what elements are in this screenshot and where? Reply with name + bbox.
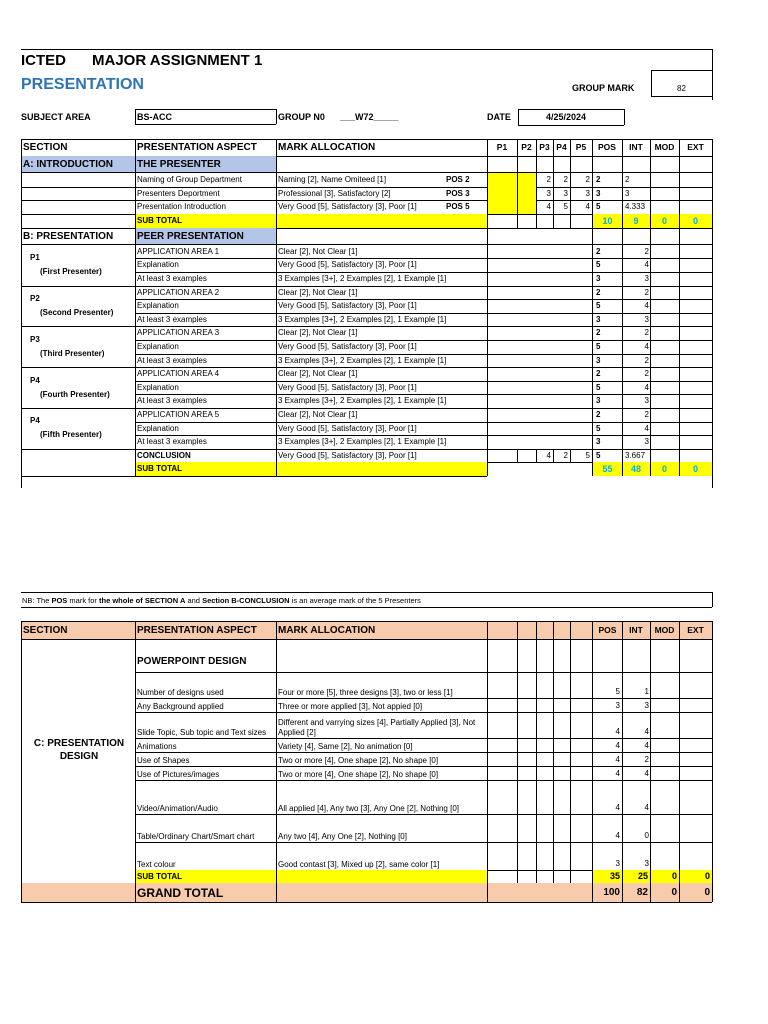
- pos-note: [22, 596, 421, 605]
- table-rule-vertical: [487, 139, 488, 476]
- subtotal-pos: 10: [602, 215, 613, 226]
- pos-mark: 4: [615, 831, 620, 840]
- row-aspect: At least 3 examples: [137, 274, 207, 283]
- header-right-rule: [712, 49, 713, 100]
- table-rule-horizontal: [21, 326, 135, 327]
- table-rule-vertical: [622, 139, 623, 476]
- grand-total-mod: 0: [671, 887, 677, 898]
- presenter-name: (Third Presenter): [40, 348, 105, 358]
- grand-total-ext: 0: [704, 887, 710, 898]
- row-allocation: Good contast [3], Mixed up [2], same color [1]: [278, 860, 440, 869]
- note-text: NB: The: [22, 596, 52, 605]
- table-rule-vertical: [592, 139, 593, 476]
- presenter-mark: 2: [546, 175, 551, 184]
- row-aspect: Explanation: [137, 382, 179, 392]
- int-mark: 4: [644, 423, 649, 433]
- row-aspect: Slide Topic, Sub topic and Text sizes: [137, 728, 267, 737]
- table-rule-vertical: [650, 621, 651, 902]
- table-header-cell: POS: [598, 142, 616, 152]
- presenter-mark: 5: [563, 202, 568, 212]
- table-rule-horizontal: [21, 449, 135, 450]
- presenter-mark: 3: [585, 188, 590, 198]
- group-mark-box: [651, 96, 712, 97]
- int-mark: 3: [644, 314, 649, 324]
- section-c-label: C: PRESENTATION: [33, 738, 125, 749]
- header-top-rule: [21, 49, 712, 50]
- int-mark: 2: [644, 410, 649, 419]
- int-mark: 2: [644, 369, 649, 379]
- int-mark: 4: [644, 727, 649, 736]
- table-rule-vertical: [712, 621, 713, 902]
- row-allocation: Four or more [5], three designs [3], two or less [1]: [278, 688, 453, 697]
- row-allocation: Two or more [4], One shape [2], No shape [0]: [278, 756, 439, 765]
- table-rule-vertical: [679, 139, 680, 476]
- note-text: is an average mark of the 5 Presenters: [289, 596, 421, 605]
- group-no-value[interactable]: ___W72_____: [340, 112, 399, 122]
- table-rule-vertical: [712, 139, 713, 488]
- row-aspect: Explanation: [137, 342, 179, 351]
- row-aspect: Naming of Group Department: [137, 175, 242, 184]
- p1-p2-highlight: [487, 173, 536, 187]
- subject-area-label: SUBJECT AREA: [21, 112, 91, 122]
- row-allocation: Very Good [5], Satisfactory [3], Poor [1]: [278, 301, 417, 311]
- int-mark: 3: [644, 274, 649, 283]
- subtotal-mod: 0: [661, 215, 667, 226]
- presenter-mark: 2: [563, 450, 568, 460]
- grand-total-int: 82: [636, 887, 648, 898]
- row-aspect: APPLICATION AREA 3: [137, 328, 220, 338]
- subtotal-ext: 0: [704, 871, 710, 881]
- row-aspect: At least 3 examples: [137, 355, 207, 365]
- int-mark: 3: [644, 859, 649, 868]
- int-mark: 2: [625, 175, 630, 184]
- row-allocation: 3 Examples [3+], 2 Examples [2], 1 Example [1]: [278, 355, 447, 365]
- pos-tag: POS 2: [446, 175, 470, 184]
- table-header-cell: EXT: [687, 142, 704, 152]
- pos-tag: POS 5: [446, 202, 470, 212]
- int-mark: 0: [644, 831, 649, 840]
- pos-mark: 2: [596, 410, 601, 419]
- presenter-mark: 4: [546, 202, 551, 212]
- row-allocation: 3 Examples [3+], 2 Examples [2], 1 Example [1]: [278, 274, 447, 283]
- group-no-label: GROUP N0: [278, 112, 325, 122]
- table-rule-vertical: [517, 139, 518, 228]
- org-name: ICTED: [21, 52, 66, 69]
- presenter-mark: 4: [585, 202, 590, 212]
- table-header-cell: SECTION: [23, 142, 68, 153]
- table-rule-vertical: [570, 449, 571, 463]
- date-box: [518, 109, 624, 110]
- table-header-cell: SECTION: [23, 625, 68, 636]
- grand-total-label: GRAND TOTAL: [137, 886, 224, 900]
- table-rule-vertical: [536, 139, 537, 228]
- row-allocation: Very Good [5], Satisfactory [3], Poor [1]: [278, 450, 417, 460]
- presenter-name: (Fourth Presenter): [40, 389, 110, 399]
- pos-mark: 2: [596, 369, 601, 379]
- presenter-mark: 3: [563, 188, 568, 198]
- pos-mark: 5: [596, 202, 601, 212]
- note-text: POS: [51, 596, 68, 605]
- table-rule-vertical: [570, 139, 571, 228]
- int-mark: 4: [644, 342, 649, 351]
- table-header-cell: INT: [629, 142, 643, 152]
- pos-mark: 5: [615, 687, 620, 696]
- row-allocation: 3 Examples [3+], 2 Examples [2], 1 Example [1]: [278, 437, 447, 447]
- pos-mark: 3: [596, 274, 601, 283]
- row-allocation: Any two [4], Any One [2], Nothing [0]: [278, 832, 407, 841]
- int-mark: 2: [644, 755, 649, 764]
- row-allocation: Clear [2], Not Clear [1]: [278, 287, 358, 297]
- pos-mark: 3: [596, 188, 601, 198]
- row-aspect: Explanation: [137, 301, 179, 311]
- row-aspect: APPLICATION AREA 4: [137, 369, 220, 379]
- table-rule-vertical: [553, 621, 554, 883]
- presenter-mark: 3: [546, 188, 551, 198]
- row-allocation: Professional [3], Satisfactory [2]: [278, 188, 391, 198]
- presenter-mark: 5: [585, 450, 590, 460]
- subtotal-mod: 0: [671, 871, 677, 881]
- group-mark-box: [651, 70, 712, 71]
- subject-area-value[interactable]: BS-ACC: [137, 112, 172, 122]
- table-rule-vertical: [276, 139, 277, 476]
- int-mark: 4: [644, 803, 649, 812]
- pos-mark: 3: [615, 701, 620, 710]
- table-header-cell: P1: [496, 142, 508, 152]
- pos-mark: 3: [596, 355, 601, 365]
- row-allocation: Very Good [5], Satisfactory [3], Poor [1]: [278, 423, 417, 433]
- row-aspect: At least 3 examples: [137, 396, 207, 406]
- table-header-cell: EXT: [687, 625, 704, 635]
- int-mark: 4: [644, 382, 649, 392]
- p1-p2-highlight: [487, 187, 536, 201]
- section-c-label: DESIGN: [59, 751, 99, 762]
- row-aspect: APPLICATION AREA 5: [137, 410, 220, 419]
- subtotal-label: SUB TOTAL: [137, 872, 183, 881]
- note-text: Section B-CONCLUSION: [202, 596, 290, 605]
- date-value[interactable]: 4/25/2024: [546, 112, 587, 122]
- row-aspect: Use of Shapes: [137, 756, 190, 765]
- table-rule-vertical: [135, 139, 136, 476]
- table-rule-vertical: [622, 621, 623, 902]
- note-box-rule: [21, 592, 712, 593]
- int-mark: 4.333: [625, 202, 646, 212]
- row-aspect: At least 3 examples: [137, 314, 207, 324]
- row-allocation: Very Good [5], Satisfactory [3], Poor [1]: [278, 342, 417, 351]
- subtotal-int: 48: [630, 464, 641, 475]
- date-box: [518, 109, 519, 125]
- int-mark: 3: [625, 188, 630, 198]
- presenter-id: P1: [30, 253, 40, 263]
- table-rule-vertical: [553, 449, 554, 463]
- table-rule-vertical: [276, 621, 277, 902]
- pos-mark: 2: [596, 175, 601, 184]
- table-rule-vertical: [650, 139, 651, 476]
- row-aspect: Video/Animation/Audio: [137, 804, 218, 813]
- presenter-name: (First Presenter): [40, 267, 102, 277]
- row-aspect: Presenters Deportment: [137, 188, 220, 198]
- subtotal-label: SUB TOTAL: [137, 215, 183, 225]
- table-header-cell: P3: [539, 142, 550, 152]
- subtotal-mod: 0: [661, 464, 667, 475]
- powerpoint-design-label: POWERPOINT DESIGN: [137, 656, 247, 667]
- presenter-id: P4: [30, 375, 40, 385]
- table-header-cell: MARK ALLOCATION: [278, 142, 376, 153]
- row-allocation: Very Good [5], Satisfactory [3], Poor [1]: [278, 260, 417, 270]
- table-rule-vertical: [135, 621, 136, 902]
- pos-mark: 4: [615, 769, 620, 778]
- presenter-mark: 4: [546, 450, 551, 460]
- pos-mark: 5: [596, 423, 601, 433]
- subtotal-ext: 0: [692, 464, 698, 475]
- table-rule-horizontal: [21, 902, 712, 903]
- table-header-cell: INT: [629, 625, 643, 635]
- group-mark-box: [651, 70, 652, 96]
- pos-mark: 2: [596, 287, 601, 297]
- table-rule-horizontal: [21, 367, 135, 368]
- table-rule-vertical: [517, 621, 518, 883]
- row-aspect: Table/Ordinary Chart/Smart chart: [137, 832, 255, 841]
- row-aspect: Presentation Introduction: [137, 202, 226, 212]
- group-mark-label: GROUP MARK: [572, 83, 635, 93]
- subject-area-box: [135, 109, 276, 110]
- int-mark: 4: [644, 260, 649, 270]
- presenter-name: (Second Presenter): [40, 308, 114, 317]
- note-text: the whole of SECTION A: [98, 596, 186, 605]
- table-rule-horizontal: [21, 476, 487, 477]
- pos-mark: 3: [596, 437, 601, 447]
- row-allocation: Naming [2], Name Omiteed [1]: [278, 175, 387, 184]
- int-mark: 2: [644, 287, 649, 297]
- row-allocation: Clear [2], Not Clear [1]: [278, 246, 358, 256]
- int-mark: 3.667: [625, 450, 646, 460]
- pos-mark: 3: [596, 314, 601, 324]
- table-rule-vertical: [487, 621, 488, 902]
- page-subtitle: PRESENTATION: [21, 76, 144, 93]
- row-allocation: Three or more applied [3], Not appied [0]: [278, 702, 423, 711]
- subtotal-pos: 55: [602, 464, 613, 475]
- row-aspect: APPLICATION AREA 1: [137, 246, 220, 256]
- row-aspect: At least 3 examples: [137, 437, 207, 447]
- row-aspect: Number of designs used: [137, 688, 224, 697]
- row-allocation: Different and varrying sizes [4], Partially Applied [3], Not Applied [2]: [278, 718, 476, 737]
- table-header-cell: P2: [521, 142, 532, 152]
- assignment-title: MAJOR ASSIGNMENT 1: [92, 52, 263, 69]
- date-box: [518, 125, 624, 126]
- presenter-id: P4: [30, 416, 40, 426]
- table-rule-vertical: [21, 621, 22, 902]
- int-mark: 4: [644, 769, 649, 778]
- pos-mark: 4: [615, 727, 620, 736]
- presenter-mark: 2: [563, 175, 568, 184]
- row-aspect: Text colour: [137, 860, 176, 869]
- row-aspect: APPLICATION AREA 2: [137, 287, 220, 297]
- pos-mark: 5: [596, 382, 601, 392]
- int-mark: 4: [644, 741, 649, 750]
- int-mark: 2: [644, 355, 649, 365]
- row-allocation: Clear [2], Not Clear [1]: [278, 410, 358, 419]
- pos-mark: 2: [596, 246, 601, 256]
- note-text: and: [185, 596, 203, 605]
- pos-mark: 5: [596, 301, 601, 311]
- p1-p2-highlight: [487, 200, 536, 214]
- table-header-cell: P4: [556, 142, 567, 152]
- row-aspect: Explanation: [137, 423, 179, 433]
- subtotal-ext: 0: [692, 215, 698, 226]
- pos-tag: POS 3: [446, 188, 470, 198]
- table-rule-vertical: [679, 621, 680, 902]
- row-allocation: Clear [2], Not Clear [1]: [278, 328, 358, 338]
- section-b-label: B: PRESENTATION: [23, 230, 114, 242]
- int-mark: 3: [644, 701, 649, 710]
- pos-mark: 5: [596, 342, 601, 351]
- presenter-name: (Fifth Presenter): [40, 430, 102, 440]
- subject-area-box: [135, 124, 276, 125]
- subtotal-int: 9: [633, 215, 639, 226]
- grand-total-pos: 100: [603, 887, 620, 898]
- row-aspect: Animations: [137, 742, 177, 751]
- row-allocation: Very Good [5], Satisfactory [3], Poor [1]: [278, 202, 417, 212]
- row-allocation: Very Good [5], Satisfactory [3], Poor [1]: [278, 382, 417, 392]
- presenter-id: P3: [30, 334, 40, 344]
- subtotal-int: 25: [637, 871, 648, 881]
- row-allocation: 3 Examples [3+], 2 Examples [2], 1 Example [1]: [278, 396, 447, 406]
- table-header-cell: PRESENTATION ASPECT: [137, 625, 257, 636]
- note-box-rule: [21, 607, 712, 608]
- pos-mark: 4: [615, 803, 620, 812]
- row-aspect: Use of Pictures/images: [137, 770, 220, 779]
- table-header-cell: MOD: [654, 142, 675, 152]
- int-mark: 4: [644, 301, 649, 311]
- table-header-cell: MARK ALLOCATION: [278, 625, 376, 636]
- pos-mark: 4: [615, 741, 620, 750]
- presenter-id: P2: [30, 294, 40, 303]
- pos-mark: 2: [596, 328, 601, 338]
- int-mark: 2: [644, 246, 649, 256]
- pos-mark: 3: [596, 396, 601, 406]
- int-mark: 1: [644, 687, 649, 696]
- row-aspect: Any Background applied: [137, 702, 224, 711]
- pos-mark: 5: [596, 260, 601, 270]
- row-aspect: Explanation: [137, 260, 179, 270]
- subtotal-label: SUB TOTAL: [137, 464, 183, 474]
- row-allocation: Variety [4], Same [2], No animation [0]: [278, 742, 413, 751]
- int-mark: 3: [644, 437, 649, 447]
- section-a-group-label: THE PRESENTER: [137, 159, 221, 170]
- table-rule-horizontal: [21, 639, 712, 640]
- table-header-cell: PRESENTATION ASPECT: [137, 142, 257, 153]
- row-allocation: Two or more [4], One shape [2], No shape [0]: [278, 770, 439, 779]
- group-mark-value: 82: [677, 84, 686, 93]
- subtotal-pos: 35: [609, 871, 620, 881]
- row-allocation: All applied [4], Any two [3], Any One [2], Nothing [0]: [278, 804, 459, 813]
- table-rule-horizontal: [21, 408, 135, 409]
- table-header-cell: POS: [598, 625, 617, 635]
- table-rule-vertical: [536, 621, 537, 883]
- presenter-mark: 2: [585, 175, 590, 184]
- table-rule-horizontal: [21, 286, 135, 287]
- table-rule-vertical: [592, 621, 593, 902]
- row-allocation: 3 Examples [3+], 2 Examples [2], 1 Example [1]: [278, 314, 447, 324]
- conclusion-aspect: CONCLUSION: [137, 450, 191, 460]
- pos-mark: 4: [615, 755, 620, 764]
- table-header-cell: MOD: [654, 625, 675, 635]
- table-rule-vertical: [517, 449, 518, 463]
- row-allocation: Clear [2], Not Clear [1]: [278, 369, 358, 379]
- table-rule-vertical: [21, 139, 22, 488]
- pos-mark: 5: [596, 450, 601, 460]
- section-a-label: A: INTRODUCTION: [23, 159, 113, 170]
- table-rule-vertical: [570, 621, 571, 883]
- pos-mark: 3: [615, 859, 620, 868]
- table-rule-vertical: [553, 139, 554, 228]
- subject-area-box: [276, 109, 277, 124]
- table-rule-vertical: [536, 449, 537, 463]
- int-mark: 3: [644, 396, 649, 406]
- note-text: mark for: [67, 596, 99, 605]
- date-label: DATE: [487, 112, 511, 122]
- subject-area-box: [135, 109, 136, 124]
- note-box-rule: [712, 592, 713, 607]
- section-b-group-label: PEER PRESENTATION: [137, 230, 244, 242]
- date-box: [624, 109, 625, 125]
- table-header-cell: P5: [575, 142, 587, 152]
- int-mark: 2: [644, 328, 649, 338]
